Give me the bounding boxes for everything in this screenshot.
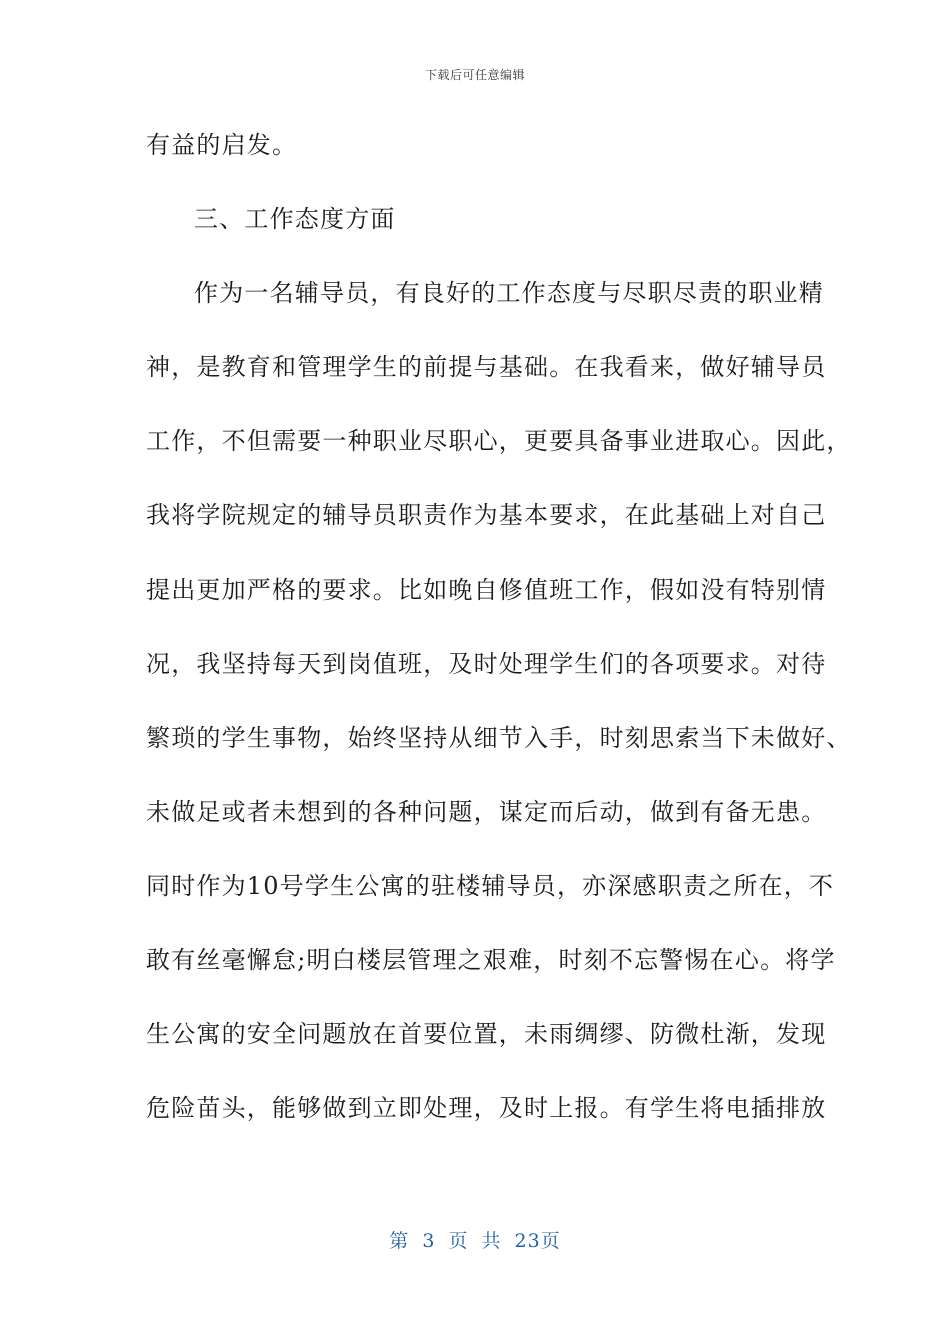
text-line: 危险苗头，能够做到立即处理，及时上报。有学生将电插排放: [146, 1094, 827, 1122]
text-line: 作为一名辅导员，有良好的工作态度与尽职尽责的职业精: [194, 279, 824, 307]
text-line: 工作，不但需要一种职业尽职心，更要具备事业进取心。因此，: [146, 427, 852, 455]
header-note: 下载后可任意编辑: [424, 68, 525, 82]
section-heading: 三、工作态度方面: [194, 205, 396, 233]
text-line: 有益的启发。: [146, 131, 298, 159]
page-number: 第 3 页 共 23页: [389, 1230, 561, 1252]
text-line: 生公寓的安全问题放在首要位置，未雨绸缪、防微杜渐，发现: [146, 1020, 827, 1048]
text-line: 况，我坚持每天到岗值班，及时处理学生们的各项要求。对待: [146, 650, 827, 678]
text-line: 神，是教育和管理学生的前提与基础。在我看来，做好辅导员: [146, 353, 827, 381]
text-line: 同时作为10号学生公寓的驻楼辅导员，亦深感职责之所在，不: [146, 872, 835, 900]
text-line: 未做足或者未想到的各种问题，谋定而后动，做到有备无患。: [146, 798, 827, 826]
text-line: 我将学院规定的辅导员职责作为基本要求，在此基础上对自己: [146, 501, 827, 529]
text-line: 繁琐的学生事物，始终坚持从细节入手，时刻思索当下未做好、: [146, 724, 852, 752]
text-line: 提出更加严格的要求。比如晚自修值班工作，假如没有特别情: [146, 576, 827, 604]
text-line: 敢有丝毫懈怠;明白楼层管理之艰难，时刻不忘警惕在心。将学: [146, 946, 836, 974]
